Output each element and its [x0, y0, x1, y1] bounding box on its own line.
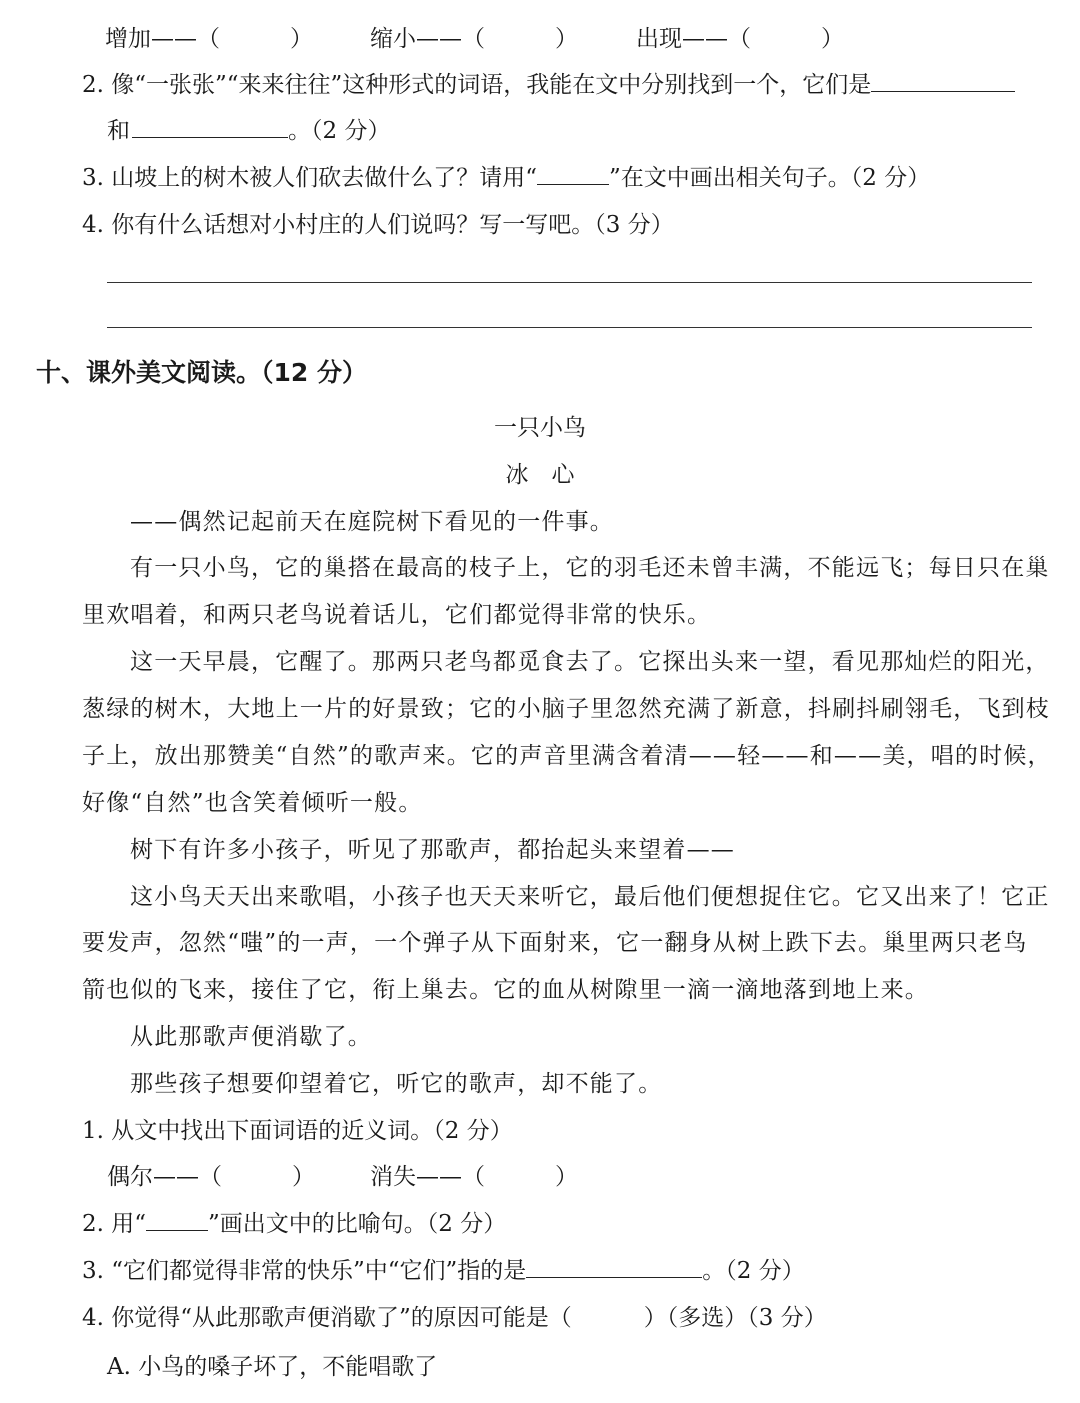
paren-close: ）: [555, 1164, 578, 1190]
question-1: 1. 从文中找出下面词语的近义词。（2 分）: [82, 1118, 513, 1144]
passage-line: 这小鸟天天出来歌唱，小孩子也天天来听它，最后他们便想捉住它。它又出来了！它正: [130, 884, 1050, 910]
passage-line: 好像“自然”也含笑着倾听一般。: [82, 790, 423, 816]
paren-close: ）: [290, 26, 313, 52]
question-2: [82, 70, 1015, 100]
synonym-row: [107, 1162, 315, 1192]
word-xiaoshi: 消失——（: [370, 1164, 485, 1190]
question-3b: [82, 1256, 805, 1286]
underline-sample: [537, 183, 609, 185]
passage-line: 从此那歌声便消歇了。: [130, 1024, 372, 1050]
question-text: ”画出文中的比喻句。（2 分）: [208, 1211, 507, 1237]
question-text: ”在文中画出相关句子。（2 分）: [609, 165, 931, 191]
question-text: 2. 像“一张张”“来来往往”这种形式的词语，我能在文中分别找到一个，它们是: [82, 72, 872, 98]
question-3: [82, 163, 930, 193]
paren-close: ）: [821, 26, 844, 52]
answer-blank[interactable]: [526, 1276, 702, 1278]
question-score: 。（2 分）: [288, 118, 391, 144]
passage-author: 冰 心: [505, 462, 575, 488]
question-4b: [82, 1303, 827, 1333]
section-heading: 十、课外美文阅读。（12 分）: [36, 358, 367, 387]
question-text: ）（多选）（3 分）: [643, 1305, 827, 1331]
passage-line: 有一只小鸟，它的巢搭在最高的枝子上，它的羽毛还未曾丰满，不能远飞；每日只在巢: [130, 555, 1050, 581]
option-a[interactable]: A. 小鸟的嗓子坏了，不能唱歌了: [107, 1354, 438, 1380]
question-text: 3. 山坡上的树木被人们砍去做什么了？请用“: [82, 165, 538, 191]
answer-blank[interactable]: [132, 136, 288, 138]
question-text: 2. 用“: [82, 1211, 147, 1237]
question-2-line2: [107, 116, 390, 146]
synonym-row: [370, 1162, 578, 1192]
paren-close: ）: [555, 26, 578, 52]
passage-line: 子上，放出那赞美“自然”的歌声来。它的声音里满含着清——轻——和——美，唱的时候，: [82, 743, 1052, 769]
word-chuxian: 出现——（: [636, 26, 751, 52]
paren-close: ）: [292, 1164, 315, 1190]
passage-line: 要发声，忽然“嗤”的一声，一个弹子从下面射来，它一翻身从树上跌下去。巢里两只老鸟: [82, 930, 1028, 956]
passage-line: 那些孩子想要仰望着它，听它的歌声，却不能了。: [130, 1071, 663, 1097]
question-score: 。（2 分）: [702, 1258, 805, 1284]
passage-line: 葱绿的树木，大地上一片的好景致；它的小脑子里忽然充满了新意，抖刷抖刷翎毛，飞到枝: [82, 696, 1050, 722]
word-pair-row: [370, 24, 578, 54]
passage-line: 树下有许多小孩子，听见了那歌声，都抬起头来望着——: [130, 837, 735, 863]
passage-line: 里欢唱着，和两只老鸟说着话儿，它们都觉得非常的快乐。: [82, 602, 712, 628]
passage-line: 箭也似的飞来，接住了它，衔上巢去。它的血从树隙里一滴一滴地落到地上来。: [82, 977, 929, 1003]
question-text: 和: [107, 118, 130, 144]
word-ouer: 偶尔——（: [107, 1164, 222, 1190]
question-text: 4. 你觉得“从此那歌声便消歇了”的原因可能是（: [82, 1305, 572, 1331]
word-pair-row: [105, 24, 313, 54]
answer-line[interactable]: [107, 327, 1032, 328]
word-zengjia: 增加——（: [105, 26, 220, 52]
word-pair-row: [636, 24, 844, 54]
underline-sample: [146, 1229, 208, 1231]
answer-line[interactable]: [107, 282, 1032, 283]
passage-line: 这一天早晨，它醒了。那两只老鸟都觅食去了。它探出头来一望，看见那灿烂的阳光，: [130, 649, 1050, 675]
passage-title: 一只小鸟: [494, 415, 586, 441]
question-text: 3. “它们都觉得非常的快乐”中“它们”指的是: [82, 1258, 527, 1284]
word-suoxiao: 缩小——（: [370, 26, 485, 52]
passage-intro: ——偶然记起前天在庭院树下看见的一件事。: [130, 509, 614, 535]
question-4: 4. 你有什么话想对小村庄的人们说吗？写一写吧。（3 分）: [82, 212, 674, 238]
answer-blank[interactable]: [871, 90, 1015, 92]
question-2b: [82, 1209, 506, 1239]
